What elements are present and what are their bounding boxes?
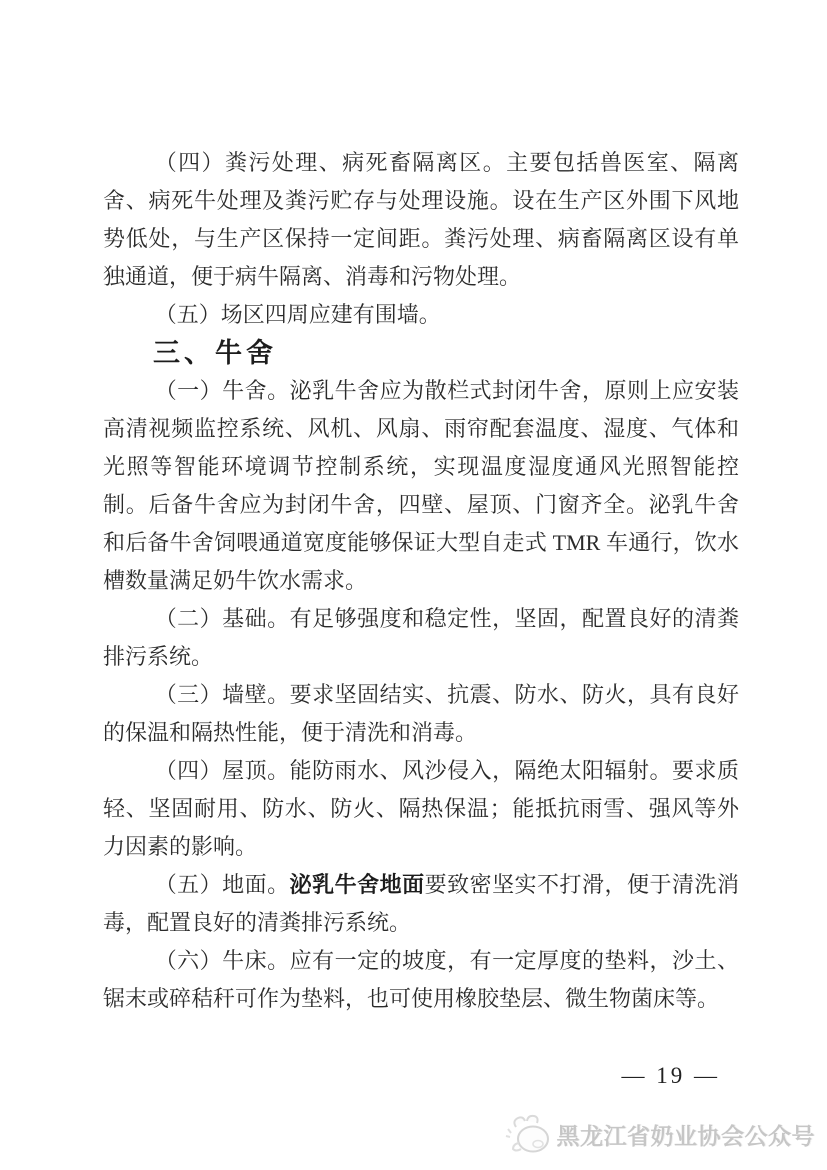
association-cow-logo-icon	[502, 1112, 554, 1160]
paragraph-floor-rest: 要致密坚实不打滑，便于清洗消毒，配置良好的清粪排污系统。	[103, 872, 739, 935]
paragraph-floor-lead: （五）地面。	[154, 872, 290, 897]
paragraph-perimeter-wall: （五）场区四周应建有围墙。	[154, 302, 441, 327]
paragraph-manure-isolation-area: （四）粪污处理、病死畜隔离区。主要包括兽医室、隔离舍、病死牛处理及粪污贮存与处理设施。设在生产区外围下风地势低处，与生产区保持一定间距。粪污处理、病畜隔离区设有单独通道，便于病牛隔离、消毒和污物处理。	[103, 150, 739, 289]
paragraph-barn: （一）牛舍。泌乳牛舍应为散栏式封闭牛舍，原则上应安装高清视频监控系统、风机、风扇、雨帘配套温度、湿度、气体和光照等智能环境调节控制系统，实现温度湿度通风光照智能控制。后备牛舍应为封闭牛舍，四壁、屋顶、门窗齐全。泌乳牛舍和后备牛舍饲喂通道宽度能够保证大型自走式 TMR 车通行，饮水槽数量满足奶牛饮水需求。	[103, 378, 739, 593]
watermark	[502, 1112, 816, 1160]
paragraph-cow-bed: （六）牛床。应有一定的坡度，有一定厚度的垫料，沙土、锯末或碎秸秆可作为垫料，也可使用橡胶垫层、微生物菌床等。	[103, 948, 739, 1011]
document-body	[103, 144, 739, 1018]
watermark-text: 黑龙江省奶业协会公众号	[556, 1123, 815, 1149]
paragraph-floor	[103, 866, 739, 942]
page-number: — 19 —	[621, 1063, 720, 1088]
paragraph-roof: （四）屋顶。能防雨水、风沙侵入，隔绝太阳辐射。要求质轻、坚固耐用、防水、防火、隔热保温；能抵抗雨雪、强风等外力因素的影响。	[103, 758, 739, 859]
paragraph-walls: （三）墙壁。要求坚固结实、抗震、防水、防火，具有良好的保温和隔热性能，便于清洗和消毒。	[103, 682, 739, 745]
paragraph-floor-bold-term: 泌乳牛舍地面	[289, 872, 425, 897]
paragraph-foundation: （二）基础。有足够强度和稳定性，坚固，配置良好的清粪排污系统。	[103, 606, 739, 669]
section-heading-cattle-barn: 三、牛舍	[153, 338, 277, 368]
